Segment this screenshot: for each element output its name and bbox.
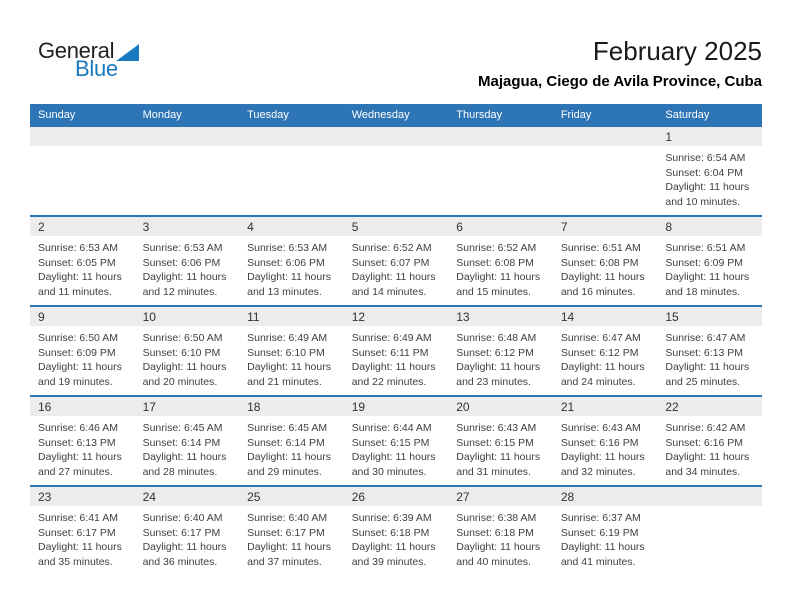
day-detail-line: Sunrise: 6:51 AM — [665, 242, 746, 254]
day-number: 23 — [38, 490, 52, 504]
day-details — [448, 416, 553, 479]
day-number-band — [657, 217, 762, 236]
day-details — [657, 416, 762, 479]
day-detail-line: Daylight: 11 hours — [351, 361, 436, 374]
day-detail-line: Sunset: 6:16 PM — [665, 436, 744, 449]
day-detail-line: Sunrise: 6:43 AM — [456, 422, 537, 434]
day-number: 12 — [351, 310, 366, 324]
day-detail-line: Daylight: 11 hours — [247, 451, 331, 464]
day-cell — [553, 396, 658, 486]
day-number: 7 — [560, 220, 568, 234]
day-cell — [344, 486, 449, 575]
day-number-band — [30, 397, 135, 416]
day-details — [553, 416, 658, 479]
day-detail-line: Sunset: 6:09 PM — [665, 256, 744, 269]
weekday-monday: Monday — [135, 104, 240, 127]
day-cell — [30, 306, 135, 396]
day-details — [344, 416, 449, 479]
day-detail-line: Sunset: 6:19 PM — [560, 526, 639, 539]
day-details — [344, 326, 449, 389]
day-details — [553, 506, 658, 569]
day-detail-line: Sunrise: 6:41 AM — [38, 512, 118, 524]
day-detail-line: and 41 minutes. — [560, 555, 636, 568]
day-cell — [657, 127, 762, 216]
day-number: 1 — [665, 130, 673, 144]
weekday-thursday: Thursday — [448, 104, 553, 127]
day-detail-line: Sunrise: 6:43 AM — [560, 422, 641, 434]
day-details — [239, 146, 344, 151]
day-detail-line: and 20 minutes. — [142, 375, 218, 388]
day-detail-line: and 30 minutes. — [351, 465, 427, 478]
day-cell — [135, 216, 240, 306]
day-number-band — [135, 397, 240, 416]
day-cell — [30, 396, 135, 486]
day-detail-line: Daylight: 11 hours — [456, 541, 541, 554]
day-details — [553, 326, 658, 389]
day-detail-line: Daylight: 11 hours — [247, 361, 331, 374]
day-number: 15 — [665, 310, 679, 324]
day-detail-line: Sunrise: 6:37 AM — [560, 512, 641, 524]
day-number: 28 — [560, 490, 575, 504]
day-number-band — [553, 397, 658, 416]
day-number-band — [239, 217, 344, 236]
day-detail-line: and 21 minutes. — [247, 375, 322, 388]
day-details — [344, 236, 449, 299]
day-detail-line: and 31 minutes. — [456, 465, 531, 478]
day-detail-line: Sunset: 6:06 PM — [142, 256, 221, 269]
day-detail-line: Sunrise: 6:49 AM — [247, 332, 328, 344]
day-detail-line: Daylight: 11 hours — [456, 271, 541, 284]
day-detail-line: and 34 minutes. — [665, 465, 741, 478]
day-details — [239, 236, 344, 299]
day-number: 17 — [142, 400, 156, 414]
day-cell — [135, 396, 240, 486]
day-detail-line: Sunset: 6:14 PM — [142, 436, 221, 449]
calendar-body — [30, 127, 762, 575]
day-cell — [239, 486, 344, 575]
day-number-band — [30, 217, 135, 236]
day-details — [135, 236, 240, 299]
day-number: 6 — [456, 220, 463, 234]
day-number: 13 — [456, 310, 470, 324]
day-cell — [344, 396, 449, 486]
day-number-band — [239, 127, 344, 146]
day-detail-line: Daylight: 11 hours — [142, 451, 227, 464]
empty-day-cell — [553, 127, 658, 216]
day-detail-line: Daylight: 11 hours — [38, 541, 122, 554]
day-detail-line: Sunrise: 6:38 AM — [456, 512, 537, 524]
day-number-band — [344, 217, 449, 236]
day-detail-line: and 36 minutes. — [142, 555, 218, 568]
day-details — [239, 326, 344, 389]
week-row — [30, 306, 762, 396]
day-details — [448, 326, 553, 389]
day-details — [448, 506, 553, 569]
day-details — [135, 506, 240, 569]
empty-day-cell — [30, 127, 135, 216]
day-details — [30, 146, 135, 151]
day-details — [239, 416, 344, 479]
day-detail-line: Daylight: 11 hours — [351, 541, 436, 554]
day-detail-line: and 19 minutes. — [38, 375, 113, 388]
day-detail-line: Sunrise: 6:51 AM — [560, 242, 641, 254]
day-detail-line: Sunset: 6:15 PM — [351, 436, 430, 449]
day-cell — [239, 396, 344, 486]
day-cell — [448, 216, 553, 306]
day-details — [553, 146, 658, 151]
day-details — [30, 416, 135, 479]
day-detail-line: Daylight: 11 hours — [351, 451, 436, 464]
day-detail-line: Sunrise: 6:42 AM — [665, 422, 746, 434]
day-number-band — [344, 487, 449, 506]
day-detail-line: and 13 minutes. — [247, 285, 322, 298]
general-blue-logo — [38, 40, 139, 79]
day-detail-line: Sunrise: 6:40 AM — [247, 512, 328, 524]
day-detail-line: Sunset: 6:07 PM — [351, 256, 430, 269]
month-title: February 2025 — [592, 36, 762, 66]
day-detail-line: Sunset: 6:05 PM — [38, 256, 116, 269]
day-cell — [135, 486, 240, 575]
day-details — [657, 506, 762, 511]
day-number: 3 — [142, 220, 150, 234]
day-details — [344, 506, 449, 569]
day-details — [239, 506, 344, 569]
day-number: 2 — [38, 220, 45, 234]
empty-day-cell — [657, 486, 762, 575]
day-number: 11 — [247, 310, 260, 324]
logo-text-blue: Blue — [75, 56, 118, 81]
day-number: 22 — [665, 400, 679, 414]
day-number: 9 — [38, 310, 45, 324]
day-detail-line: Daylight: 11 hours — [456, 451, 541, 464]
day-details — [448, 236, 553, 299]
day-number-band — [553, 127, 658, 146]
day-detail-line: Sunrise: 6:40 AM — [142, 512, 223, 524]
day-number: 21 — [560, 400, 575, 414]
day-number-band — [553, 217, 658, 236]
day-number-band — [448, 127, 553, 146]
day-detail-line: Sunrise: 6:48 AM — [456, 332, 537, 344]
day-detail-line: Sunset: 6:11 PM — [351, 346, 429, 359]
day-number: 26 — [351, 490, 366, 504]
day-detail-line: Daylight: 11 hours — [38, 361, 122, 374]
day-number-band — [657, 487, 762, 506]
day-number: 4 — [247, 220, 254, 234]
day-number-band — [344, 127, 449, 146]
weekday-saturday: Saturday — [657, 104, 762, 127]
day-detail-line: Sunset: 6:17 PM — [142, 526, 221, 539]
day-detail-line: and 18 minutes. — [665, 285, 741, 298]
day-number: 16 — [38, 400, 52, 414]
day-cell — [30, 216, 135, 306]
day-details — [657, 236, 762, 299]
day-detail-line: Daylight: 11 hours — [665, 451, 750, 464]
empty-day-cell — [448, 127, 553, 216]
title-block — [478, 36, 762, 90]
day-detail-line: Daylight: 11 hours — [38, 451, 122, 464]
day-detail-line: Sunrise: 6:45 AM — [142, 422, 223, 434]
day-detail-line: Sunrise: 6:50 AM — [38, 332, 118, 344]
weekday-tuesday: Tuesday — [239, 104, 344, 127]
week-row — [30, 127, 762, 216]
day-detail-line: Sunset: 6:16 PM — [560, 436, 639, 449]
day-cell — [448, 486, 553, 575]
calendar-table — [30, 104, 762, 575]
day-detail-line: and 28 minutes. — [142, 465, 218, 478]
week-row — [30, 486, 762, 575]
day-detail-line: Sunrise: 6:39 AM — [351, 512, 432, 524]
day-detail-line: Sunset: 6:04 PM — [665, 166, 744, 179]
day-details — [657, 146, 762, 209]
day-detail-line: Sunrise: 6:54 AM — [665, 152, 746, 164]
day-detail-line: Sunset: 6:12 PM — [456, 346, 534, 359]
day-number-band — [448, 307, 553, 326]
day-detail-line: Daylight: 11 hours — [351, 271, 436, 284]
day-detail-line: Sunset: 6:18 PM — [351, 526, 430, 539]
day-number: 20 — [456, 400, 470, 414]
weekday-friday: Friday — [553, 104, 658, 127]
day-detail-line: and 24 minutes. — [560, 375, 636, 388]
day-detail-line: Sunset: 6:08 PM — [560, 256, 639, 269]
day-detail-line: Sunrise: 6:46 AM — [38, 422, 118, 434]
day-number-band — [239, 307, 344, 326]
logo-text-general: General — [38, 38, 115, 63]
day-detail-line: Daylight: 11 hours — [665, 181, 750, 194]
day-cell — [448, 306, 553, 396]
day-detail-line: and 39 minutes. — [351, 555, 427, 568]
day-detail-line: and 14 minutes. — [351, 285, 427, 298]
day-detail-line: Sunrise: 6:52 AM — [456, 242, 537, 254]
day-cell — [30, 486, 135, 575]
day-detail-line: Sunset: 6:10 PM — [142, 346, 221, 359]
day-detail-line: Daylight: 11 hours — [247, 541, 331, 554]
location-subtitle: Majagua, Ciego de Avila Province, Cuba — [478, 73, 762, 90]
day-number-band — [344, 307, 449, 326]
day-detail-line: Daylight: 11 hours — [38, 271, 122, 284]
day-number-band — [135, 127, 240, 146]
day-detail-line: Daylight: 11 hours — [247, 271, 331, 284]
day-number: 19 — [351, 400, 366, 414]
day-detail-line: Daylight: 11 hours — [560, 451, 645, 464]
day-number: 18 — [247, 400, 261, 414]
day-detail-line: Sunrise: 6:53 AM — [38, 242, 118, 254]
day-number: 24 — [142, 490, 156, 504]
day-details — [344, 146, 449, 151]
day-detail-line: Sunset: 6:14 PM — [247, 436, 325, 449]
day-detail-line: Sunrise: 6:47 AM — [665, 332, 746, 344]
day-number-band — [657, 307, 762, 326]
weekday-header — [30, 104, 762, 127]
day-details — [448, 146, 553, 151]
day-detail-line: Sunrise: 6:49 AM — [351, 332, 432, 344]
day-detail-line: Sunrise: 6:53 AM — [247, 242, 328, 254]
day-cell — [344, 306, 449, 396]
empty-day-cell — [344, 127, 449, 216]
day-detail-line: Sunset: 6:13 PM — [38, 436, 116, 449]
day-details — [135, 416, 240, 479]
day-detail-line: and 16 minutes. — [560, 285, 636, 298]
day-details — [30, 236, 135, 299]
day-number: 14 — [560, 310, 575, 324]
day-number-band — [657, 397, 762, 416]
day-cell — [553, 486, 658, 575]
day-number-band — [239, 487, 344, 506]
day-details — [30, 506, 135, 569]
day-number-band — [30, 307, 135, 326]
day-number: 10 — [142, 310, 156, 324]
day-number-band — [135, 307, 240, 326]
day-number-band — [135, 487, 240, 506]
day-detail-line: and 25 minutes. — [665, 375, 741, 388]
day-detail-line: Sunset: 6:17 PM — [247, 526, 325, 539]
day-cell — [553, 216, 658, 306]
day-detail-line: and 12 minutes. — [142, 285, 218, 298]
day-detail-line: Sunset: 6:12 PM — [560, 346, 639, 359]
day-cell — [553, 306, 658, 396]
day-details — [657, 326, 762, 389]
day-detail-line: Sunrise: 6:53 AM — [142, 242, 223, 254]
day-detail-line: and 29 minutes. — [247, 465, 322, 478]
day-detail-line: Sunset: 6:06 PM — [247, 256, 325, 269]
weekday-sunday: Sunday — [30, 104, 135, 127]
day-detail-line: Sunrise: 6:45 AM — [247, 422, 328, 434]
day-number-band — [657, 127, 762, 146]
weekday-wednesday: Wednesday — [344, 104, 449, 127]
day-detail-line: Sunrise: 6:44 AM — [351, 422, 432, 434]
weekday-header-row — [30, 104, 762, 127]
day-detail-line: Sunset: 6:13 PM — [665, 346, 744, 359]
day-detail-line: Sunset: 6:09 PM — [38, 346, 116, 359]
day-details — [135, 326, 240, 389]
day-detail-line: Sunrise: 6:47 AM — [560, 332, 641, 344]
day-detail-line: Sunrise: 6:50 AM — [142, 332, 223, 344]
day-cell — [657, 306, 762, 396]
day-number-band — [553, 307, 658, 326]
day-detail-line: Daylight: 11 hours — [665, 271, 750, 284]
day-number-band — [448, 397, 553, 416]
day-detail-line: Sunset: 6:18 PM — [456, 526, 534, 539]
day-detail-line: Sunset: 6:10 PM — [247, 346, 325, 359]
day-detail-line: Sunset: 6:17 PM — [38, 526, 116, 539]
day-cell — [657, 216, 762, 306]
day-number: 27 — [456, 490, 470, 504]
day-details — [553, 236, 658, 299]
day-number-band — [135, 217, 240, 236]
day-detail-line: and 22 minutes. — [351, 375, 427, 388]
day-detail-line: Daylight: 11 hours — [665, 361, 750, 374]
day-detail-line: Daylight: 11 hours — [560, 361, 645, 374]
day-detail-line: Sunset: 6:15 PM — [456, 436, 534, 449]
day-detail-line: and 11 minutes. — [38, 285, 112, 298]
day-cell — [135, 306, 240, 396]
day-number-band — [448, 487, 553, 506]
day-detail-line: and 32 minutes. — [560, 465, 636, 478]
empty-day-cell — [135, 127, 240, 216]
week-row — [30, 216, 762, 306]
day-detail-line: and 27 minutes. — [38, 465, 113, 478]
day-detail-line: and 10 minutes. — [665, 195, 741, 208]
day-detail-line: Daylight: 11 hours — [142, 361, 227, 374]
day-number-band — [344, 397, 449, 416]
day-detail-line: and 40 minutes. — [456, 555, 531, 568]
day-detail-line: Daylight: 11 hours — [142, 541, 227, 554]
day-detail-line: and 35 minutes. — [38, 555, 113, 568]
day-cell — [344, 216, 449, 306]
day-number: 25 — [247, 490, 261, 504]
empty-day-cell — [239, 127, 344, 216]
day-number-band — [239, 397, 344, 416]
day-detail-line: Sunrise: 6:52 AM — [351, 242, 432, 254]
day-detail-line: Daylight: 11 hours — [456, 361, 541, 374]
day-cell — [239, 306, 344, 396]
day-details — [30, 326, 135, 389]
day-detail-line: and 23 minutes. — [456, 375, 531, 388]
day-number-band — [448, 217, 553, 236]
day-number-band — [30, 127, 135, 146]
day-detail-line: and 15 minutes. — [456, 285, 531, 298]
day-number: 8 — [665, 220, 673, 234]
day-detail-line: and 37 minutes. — [247, 555, 322, 568]
day-number-band — [30, 487, 135, 506]
day-number: 5 — [351, 220, 359, 234]
day-number-band — [553, 487, 658, 506]
day-cell — [657, 396, 762, 486]
day-detail-line: Daylight: 11 hours — [560, 271, 645, 284]
day-detail-line: Daylight: 11 hours — [560, 541, 645, 554]
day-cell — [448, 396, 553, 486]
day-details — [135, 146, 240, 151]
day-cell — [239, 216, 344, 306]
day-detail-line: Sunset: 6:08 PM — [456, 256, 534, 269]
day-detail-line: Daylight: 11 hours — [142, 271, 227, 284]
week-row — [30, 396, 762, 486]
